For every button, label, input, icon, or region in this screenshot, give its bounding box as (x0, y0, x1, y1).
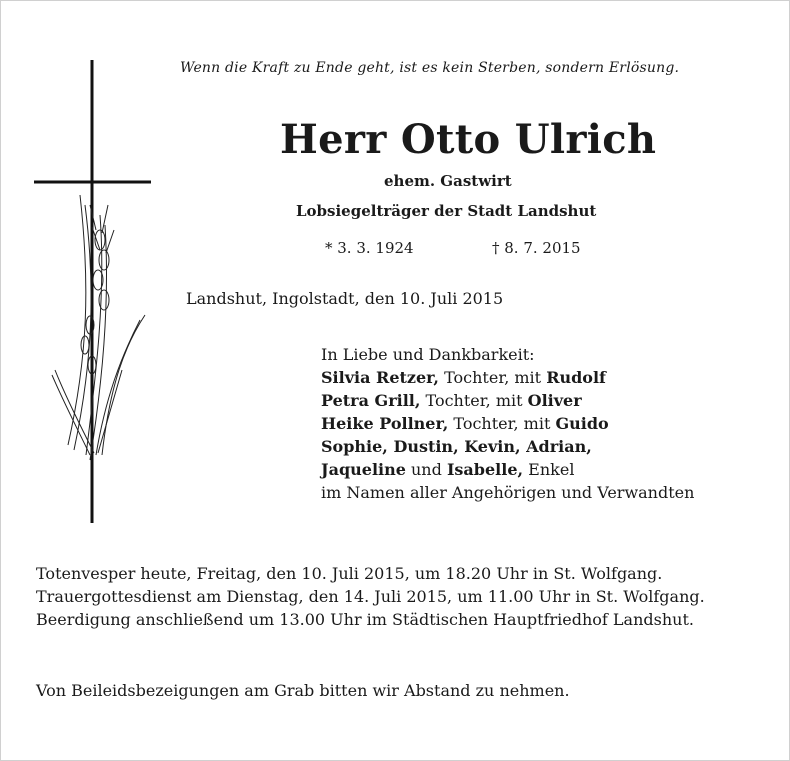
epigraph-quote: Wenn die Kraft zu Ende geht, ist es kein Sterben, sondern Erlösung. (180, 60, 680, 76)
mourner-name: Silvia Retzer, (321, 368, 439, 387)
mourner-name: Heike Pollner, (321, 414, 449, 433)
mourner-line (321, 435, 694, 458)
deceased-honor: Lobsiegelträger der Stadt Landshut (296, 202, 597, 220)
condolence-request: Von Beileidsbezeigungen am Grab bitten wir Abstand zu nehmen. (36, 681, 570, 700)
birth-date: * 3. 3. 1924 (325, 239, 414, 257)
vespers-notice: Totenvesper heute, Freitag, den 10. Juli 2015, um 18.20 Uhr in St. Wolfgang. (36, 564, 663, 583)
mourner-line (321, 366, 694, 389)
mourner-partner: Guido (555, 414, 609, 433)
mourner-line (321, 458, 694, 481)
mourners-closing: im Namen aller Angehörigen und Verwandten (321, 483, 695, 502)
burial-notice: Beerdigung anschließend um 13.00 Uhr im Städtischen Hauptfriedhof Landshut. (36, 610, 694, 629)
mourner-relation: Tochter, mit (439, 368, 547, 387)
mourners-list (321, 343, 694, 504)
mourner-relation: Tochter, mit (448, 414, 556, 433)
deceased-occupation: ehem. Gastwirt (384, 172, 512, 190)
conjunction: und (405, 460, 447, 479)
mourner-partner: Rudolf (546, 368, 606, 387)
funeral-service-notice: Trauergottesdienst am Dienstag, den 14. Juli 2015, um 11.00 Uhr in St. Wolfgang. (36, 587, 705, 606)
mourner-name: Petra Grill, (321, 391, 421, 410)
service-notice (36, 562, 754, 631)
grandchild-name: Isabelle, (446, 460, 524, 479)
mourner-line (321, 389, 694, 412)
mourners-intro: In Liebe und Dankbarkeit: (321, 345, 535, 364)
cross-with-wheat-icon (30, 55, 160, 527)
grandchildren-names: Sophie, Dustin, Kevin, Adrian, (321, 437, 592, 456)
grandchild-name: Jaqueline (321, 460, 406, 479)
mourner-partner: Oliver (527, 391, 582, 410)
mourner-line (321, 412, 694, 435)
death-date: † 8. 7. 2015 (492, 239, 581, 257)
mourner-relation: Enkel (523, 460, 575, 479)
place-and-date: Landshut, Ingolstadt, den 10. Juli 2015 (186, 289, 504, 308)
mourner-relation: Tochter, mit (420, 391, 528, 410)
deceased-name: Herr Otto Ulrich (280, 116, 657, 163)
